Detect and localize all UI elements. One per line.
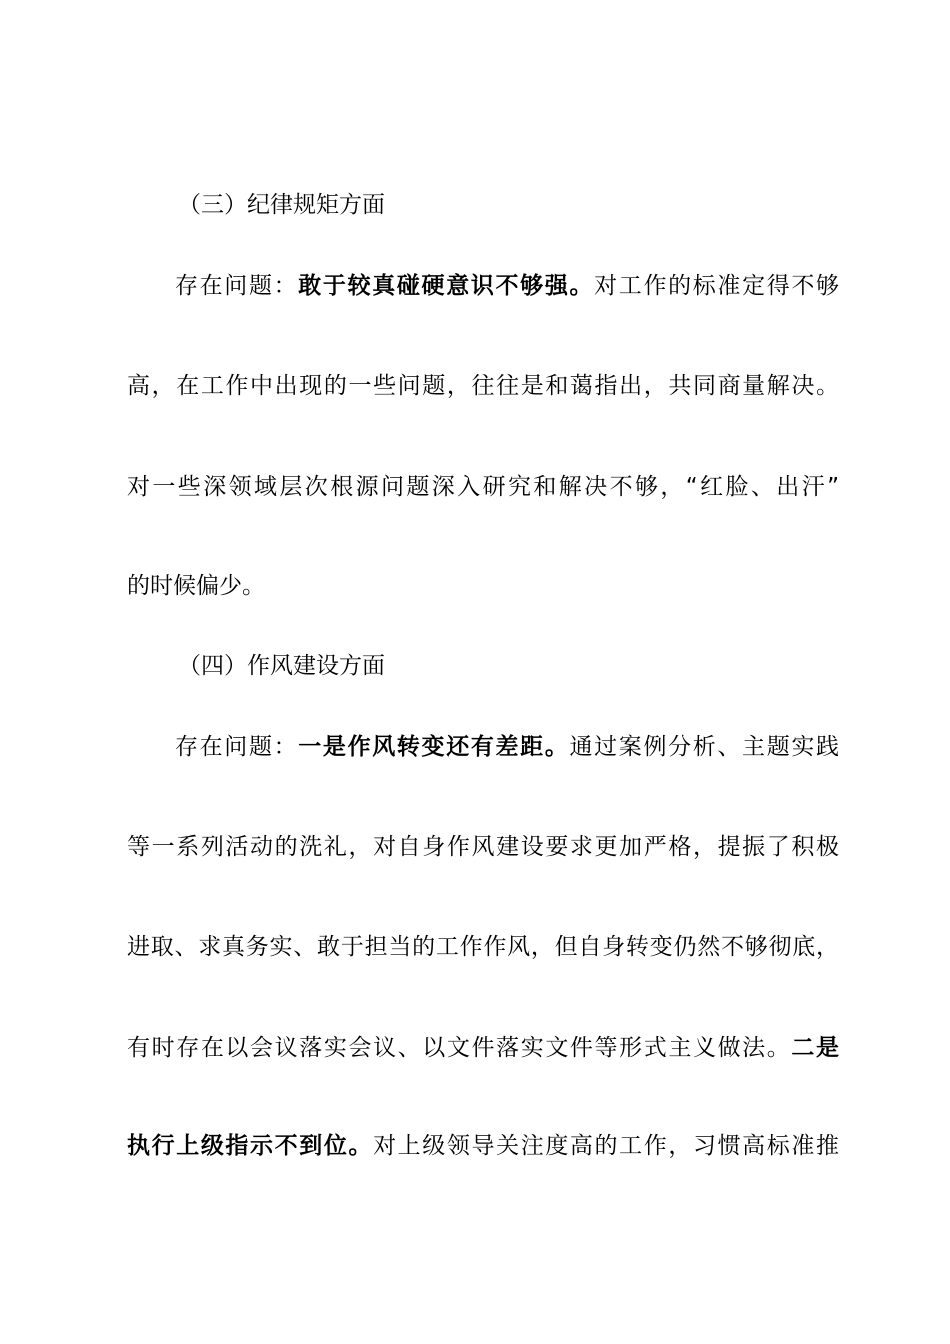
text-segment: 的时候偏少。 <box>127 573 265 599</box>
bold-text-segment: 执行上级指示不到位。 <box>127 1133 374 1159</box>
section-heading: （三）纪律规矩方面 <box>178 192 385 218</box>
text-segment: 对上级领导关注度高的工作，习惯高标准推 <box>373 1133 840 1159</box>
bold-text-segment: 敢于较真碰硬意识不够强。 <box>298 273 595 299</box>
bold-text-segment: 二是 <box>791 1035 840 1061</box>
paragraph-line <box>127 831 839 863</box>
text-segment: 存在问题： <box>175 734 299 760</box>
paragraph-line <box>175 270 839 302</box>
paragraph-line <box>127 1130 839 1162</box>
text-segment: 进取、求真务实、敢于担当的工作作风，但自身转变仍然不够彻底， <box>127 934 839 960</box>
paragraph-line <box>127 570 265 602</box>
text-segment: 对工作的标准定得不够 <box>594 273 840 299</box>
paragraph-line <box>127 370 839 402</box>
text-segment: 有时存在以会议落实会议、以文件落实文件等形式主义做法。 <box>127 1035 792 1061</box>
paragraph-line <box>127 1032 839 1064</box>
text-segment: 高，在工作中出现的一些问题，往往是和蔼指出，共同商量解决。 <box>127 373 839 399</box>
text-segment: 对一些深领域层次根源问题深入研究和解决不够，“红脸、出汗” <box>127 474 839 500</box>
text-segment: 通过案例分析、主题实践 <box>569 734 840 760</box>
paragraph-line <box>127 471 839 503</box>
bold-text-segment: 一是作风转变还有差距。 <box>298 734 570 760</box>
section-heading: （四）作风建设方面 <box>178 653 385 679</box>
paragraph-line <box>127 931 839 963</box>
text-segment: 等一系列活动的洗礼，对自身作风建设要求更加严格，提振了积极 <box>127 834 839 860</box>
text-segment: 存在问题： <box>175 273 299 299</box>
paragraph-line <box>175 731 839 763</box>
